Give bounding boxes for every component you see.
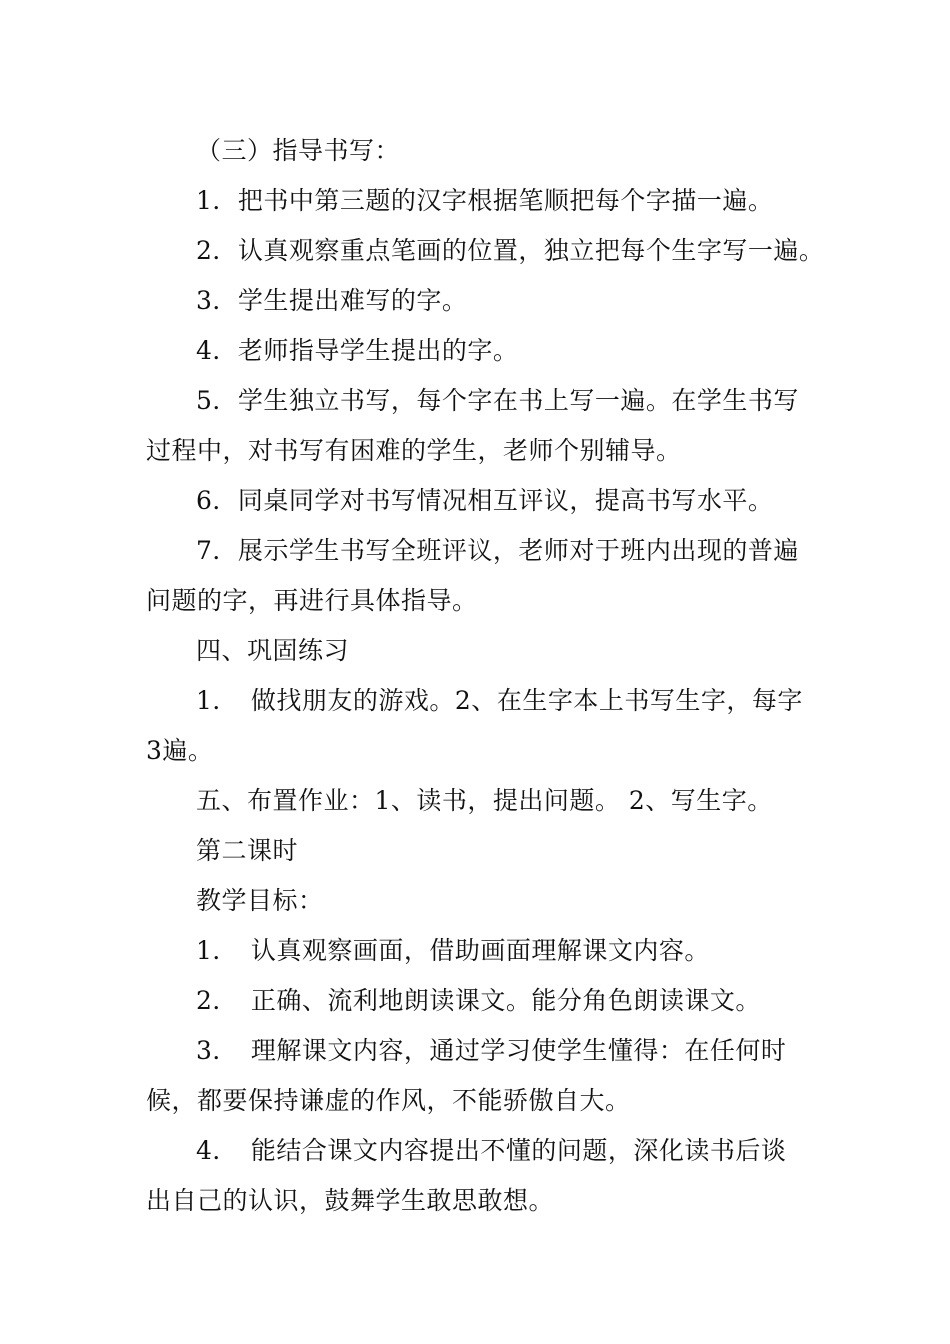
paragraph-line: 4． 能结合课文内容提出不懂的问题，深化读书后谈 — [196, 1136, 787, 1165]
paragraph-line: 2．认真观察重点笔画的位置，独立把每个生字写一遍。 — [196, 236, 825, 265]
paragraph-line: 1． 认真观察画面，借助画面理解课文内容。 — [196, 936, 710, 965]
paragraph-line: 出自己的认识，鼓舞学生敢思敢想。 — [146, 1186, 555, 1215]
paragraph-line: 过程中，对书写有困难的学生，老师个别辅导。 — [146, 436, 682, 465]
section-heading-homework: 五、布置作业：1、读书，提出问题。 2、写生字。 — [196, 786, 773, 815]
paragraph-line: 2． 正确、流利地朗读课文。能分角色朗读课文。 — [196, 986, 761, 1015]
paragraph-line: 3遍。 — [146, 736, 214, 765]
section-heading-practice: 四、巩固练习 — [196, 636, 350, 665]
paragraph-line: 3．学生提出难写的字。 — [196, 286, 468, 315]
paragraph-line: 问题的字，再进行具体指导。 — [146, 586, 478, 615]
lesson-heading: 第二课时 — [196, 836, 299, 865]
paragraph-line: 5．学生独立书写，每个字在书上写一遍。在学生书写 — [196, 386, 799, 415]
objectives-heading: 教学目标： — [196, 886, 324, 915]
paragraph-line: 6．同桌同学对书写情况相互评议，提高书写水平。 — [196, 486, 774, 515]
paragraph-line: 1．把书中第三题的汉字根据笔顺把每个字描一遍。 — [196, 186, 774, 215]
paragraph-line: 4．老师指导学生提出的字。 — [196, 336, 519, 365]
paragraph-line: 候，都要保持谦虚的作风，不能骄傲自大。 — [146, 1086, 631, 1115]
paragraph-line: 3． 理解课文内容，通过学习使学生懂得：在任何时 — [196, 1036, 787, 1065]
paragraph-line: 7．展示学生书写全班评议，老师对于班内出现的普遍 — [196, 536, 799, 565]
section-heading-guided-writing: （三）指导书写： — [196, 136, 401, 165]
paragraph-line: 1． 做找朋友的游戏。2、在生字本上书写生字，每字 — [196, 686, 803, 715]
